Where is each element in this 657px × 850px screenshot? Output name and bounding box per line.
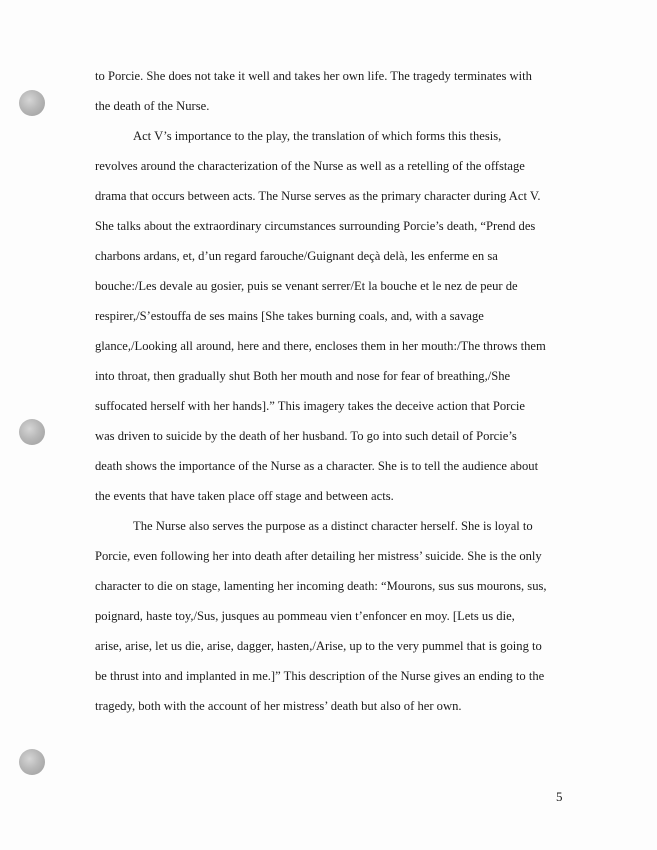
text-line: respirer,/S’estouffa de ses mains [She takes burning coals, and, with a savage	[95, 309, 484, 323]
text-line: tragedy, both with the account of her mistress’ death but also of her own.	[95, 699, 462, 713]
text-line: the events that have taken place off stage and between acts.	[95, 489, 394, 503]
text-line: character to die on stage, lamenting her incoming death: “Mourons, sus sus mourons, sus,	[95, 579, 547, 593]
text-line: be thrust into and implanted in me.]” This description of the Nurse gives an ending to the	[95, 669, 545, 683]
paragraph-start-line: The Nurse also serves the purpose as a distinct character herself. She is loyal to	[133, 519, 533, 533]
text-line: to Porcie. She does not take it well and takes her own life. The tragedy terminates with	[95, 69, 532, 83]
text-line: bouche:/Les devale au gosier, puis se venant serrer/Et la bouche et le nez de peur de	[95, 279, 518, 293]
text-line: charbons ardans, et, d’un regard farouche/Guignant deçà delà, les enferme en sa	[95, 249, 498, 263]
text-line: drama that occurs between acts. The Nurse serves as the primary character during Act V.	[95, 189, 541, 203]
body-text	[95, 61, 565, 721]
text-line: Porcie, even following her into death after detailing her mistress’ suicide. She is the only	[95, 549, 542, 563]
text-line: She talks about the extraordinary circumstances surrounding Porcie’s death, “Prend des	[95, 219, 536, 233]
text-line: glance,/Looking all around, here and there, encloses them in her mouth:/The throws them	[95, 339, 546, 353]
text-line: revolves around the characterization of the Nurse as well as a retelling of the offstage	[95, 159, 525, 173]
text-line: the death of the Nurse.	[95, 99, 210, 113]
page-number: 5	[556, 789, 563, 804]
text-line: arise, arise, let us die, arise, dagger, hasten,/Arise, up to the very pummel that is going to	[95, 639, 542, 653]
text-line: poignard, haste toy,/Sus, jusques au pommeau vien t’enfoncer en moy. [Lets us die,	[95, 609, 515, 623]
binder-hole-top	[19, 90, 45, 116]
text-line: into throat, then gradually shut Both her mouth and nose for fear of breathing,/She	[95, 369, 511, 383]
binder-hole-middle	[19, 419, 45, 445]
text-line: death shows the importance of the Nurse as a character. She is to tell the audience about	[95, 459, 539, 473]
text-line: suffocated herself with her hands].” This imagery takes the deceive action that Porcie	[95, 399, 526, 413]
binder-hole-bottom	[19, 749, 45, 775]
text-line: was driven to suicide by the death of her husband. To go into such detail of Porcie’s	[95, 429, 517, 443]
paragraph-start-line: Act V’s importance to the play, the translation of which forms this thesis,	[133, 129, 502, 143]
